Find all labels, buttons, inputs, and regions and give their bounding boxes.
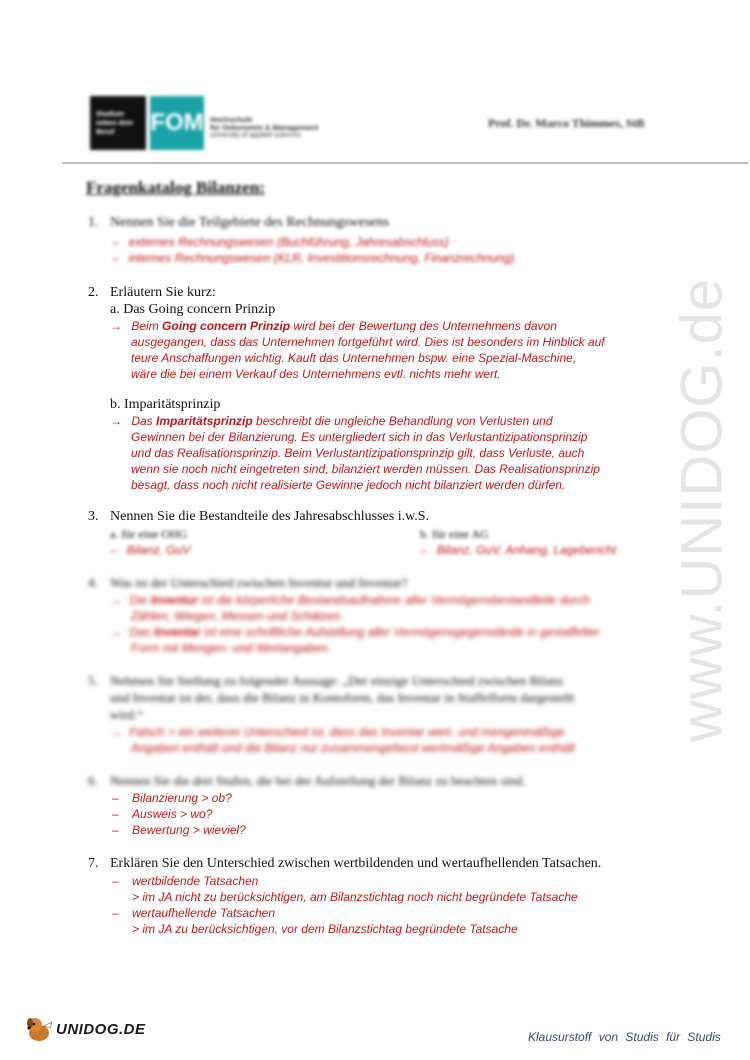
q4-answers xyxy=(110,592,599,656)
watermark xyxy=(662,277,742,743)
answer-text: wenn sie noch nicht eingetreten sind, bilanziert werden müssen. Das Realisationsprinzip xyxy=(131,462,600,476)
dog-mascot-icon xyxy=(24,1014,54,1044)
question-number: 4. xyxy=(88,575,98,590)
question-text: Nennen Sie die Teilgebiete des Rechnungswesens xyxy=(110,215,390,230)
dash-icon: – xyxy=(112,807,119,821)
answer-text: Bilanz, GuV, Anhang, Lagebericht xyxy=(436,543,617,557)
answer-item xyxy=(110,624,599,656)
answer-text: Die xyxy=(129,593,151,607)
arrow-icon: → xyxy=(110,319,122,333)
q6-answers xyxy=(112,790,246,838)
dash-icon: – xyxy=(110,543,117,557)
answer-term: Inventar xyxy=(154,625,201,639)
arrow-icon: → xyxy=(110,625,122,639)
question-number: 3. xyxy=(88,509,99,524)
question-number: 1. xyxy=(88,215,99,230)
answer-term: Imparitätsprinzip xyxy=(156,414,253,428)
answer-item xyxy=(112,905,578,921)
q3-sub-a-answer xyxy=(110,542,190,558)
question-number: 2. xyxy=(88,285,99,300)
answer-text: wertbildende Tatsachen xyxy=(132,874,259,888)
header-divider xyxy=(62,162,748,164)
question-4 xyxy=(88,574,408,591)
q2-sub-b-answer xyxy=(110,413,600,493)
answer-text: wertaufhellende Tatsachen xyxy=(132,906,276,920)
question-text: Nennen Sie die Bestandteile des Jahresabschlusses i.w.S. xyxy=(110,509,430,524)
dash-icon: – xyxy=(420,543,427,557)
dash-icon: – xyxy=(112,823,119,837)
answer-text: wäre die bei einem Verkauf des Unternehmens evtl. nichts mehr wert. xyxy=(131,367,501,381)
answer-text: und das Realisationsprinzip. Beim Verlustantizipationsprinzip gilt, dass Verluste, auch xyxy=(131,446,585,460)
q3-sub-b-label: b. für eine AG xyxy=(420,527,489,541)
answer-text: internes Rechnungswesen (KLR, Investitionsrechnung, Finanzrechnung) xyxy=(128,251,515,265)
q5-answer xyxy=(110,724,575,756)
logo-text-line: university of applied sciences xyxy=(210,132,302,139)
answer-text: wird bei der Bewertung des Unternehmens davon xyxy=(290,319,557,333)
q7-answers xyxy=(112,873,578,937)
question-number: 7. xyxy=(88,856,99,871)
page-title: Fragenkatalog Bilanzen: xyxy=(86,178,265,197)
fom-logo: FOM xyxy=(150,96,204,150)
professor-name: Prof. Dr. Marco Thimmes, StB xyxy=(488,116,645,130)
answer-text: ist die körperliche Bestandsaufnahme aller Vermögensbestandteile durch xyxy=(198,593,590,607)
watermark-text: www.UNIDOG.de xyxy=(669,277,735,743)
answer-text: Bewertung > wieviel? xyxy=(132,823,246,837)
q2-sub-a-answer xyxy=(110,318,605,382)
q3-sub-a-label: a. für eine OHG xyxy=(110,527,188,541)
arrow-icon: → xyxy=(110,725,122,739)
answer-text: Beim xyxy=(131,319,163,333)
question-number: 5. xyxy=(88,673,98,688)
answer-term: Going concern Prinzip xyxy=(162,319,291,333)
answer-detail: > im JA nicht zu berücksichtigen, am Bilanzstichtag noch nicht begründete Tatsache xyxy=(132,890,578,904)
answer-text: besagt, dass noch nicht realisierte Gewinne jedoch nicht bilanziert werden dürfen. xyxy=(131,478,566,492)
unidog-brand xyxy=(24,1014,146,1044)
question-text: Erklären Sie den Unterschied zwischen wertbildenden und wertaufhellenden Tatsachen. xyxy=(110,856,602,871)
answer-text: ausgegangen, dass das Unternehmen fortgeführt wird. Dies ist besonders im Hinblick auf xyxy=(131,335,605,349)
question-7 xyxy=(88,855,601,872)
dash-icon: – xyxy=(112,791,119,805)
dash-icon: – xyxy=(112,906,119,920)
answer-item xyxy=(112,873,578,889)
answer-term: Inventur xyxy=(150,593,199,607)
dash-icon: – xyxy=(112,251,119,265)
answer-text: Das xyxy=(129,625,155,639)
q2-sub-b-label: b. Imparitätsprinzip xyxy=(110,397,221,412)
answer-item xyxy=(112,790,246,806)
question-2 xyxy=(88,284,216,301)
answer-text: Ausweis > wo? xyxy=(132,807,213,821)
arrow-icon: → xyxy=(110,414,122,428)
answer-text: Bilanz, GuV xyxy=(126,543,191,557)
answer-text: Zählen, Wiegen, Messen und Schätzen. xyxy=(131,609,344,623)
answer-item xyxy=(112,234,514,250)
question-3 xyxy=(88,508,429,525)
answer-item xyxy=(112,806,246,822)
logo-dark-line: neben dem xyxy=(96,120,133,127)
answer-text: Falsch > ein weiterer Unterschied ist, dass das Inventar wert- und mengenmäßige xyxy=(129,725,565,739)
fom-logo-text xyxy=(210,116,318,140)
logo-text-line: für Oekonomie & Management xyxy=(210,123,319,132)
logo-dark-line: Studium xyxy=(96,111,124,118)
arrow-icon: → xyxy=(110,593,122,607)
answer-text: Form mit Mengen- und Wertangaben. xyxy=(131,641,331,655)
question-text: und Inventar ist der, dass die Bilanz in Kontoform, das Inventar in Staffelform dargestellt xyxy=(110,690,575,705)
answer-item xyxy=(112,250,514,266)
answer-text: externes Rechnungswesen (Buchführung, Jahresabschluss) xyxy=(128,235,449,249)
answer-text: Angaben enthält und die Bilanz nur zusammengefasst wertmäßige Angaben enthält xyxy=(131,741,575,755)
question-text: Erläutern Sie kurz: xyxy=(110,285,216,300)
answer-item xyxy=(110,592,599,624)
dash-icon: – xyxy=(112,235,119,249)
question-number: 6. xyxy=(88,773,98,788)
question-text: wird.“ xyxy=(110,707,143,722)
question-6 xyxy=(88,772,526,789)
answer-text: Das xyxy=(131,414,157,428)
question-1 xyxy=(88,214,389,231)
answer-text: Bilanzierung > ob? xyxy=(132,791,232,805)
question-5 xyxy=(88,672,574,723)
answer-detail: > im JA zu berücksichtigen, vor dem Bilanzstichtag begründete Tatsache xyxy=(132,922,518,936)
q3-sub-b-answer xyxy=(420,542,616,558)
q1-answers xyxy=(112,234,514,266)
answer-text: ist eine schriftliche Aufstellung aller Vermögensgegenstände in gestaffelter xyxy=(200,625,600,639)
logo-studium-neben-dem-beruf xyxy=(90,96,146,150)
question-text: Was ist der Unterschied zwischen Inventur und Inventar? xyxy=(110,575,408,590)
question-text: Nennen Sie die drei Stufen, die bei der Aufstellung der Bilanz zu beachten sind. xyxy=(110,773,526,788)
logo-dark-line: Beruf xyxy=(96,129,115,136)
question-text: Nehmen Sie Stellung zu folgender Aussage: „Der einzige Unterschied zwischen Bilanz xyxy=(110,673,564,688)
answer-item xyxy=(112,822,246,838)
q2-sub-a-label: a. Das Going concern Prinzip xyxy=(110,302,276,317)
dash-icon: – xyxy=(112,874,119,888)
logo-text-line: Hochschule xyxy=(210,115,253,124)
answer-text: beschreibt die ungleiche Behandlung von Verlusten und xyxy=(252,414,553,428)
answer-text: Gewinnen bei der Bilanzierung. Es untergliedert sich in das Verlustantizipationsprinzip xyxy=(131,430,588,444)
answer-text: teure Anschaffungen wichtig. Kauft das Unternehmen bspw. eine Spezial-Maschine, xyxy=(131,351,577,365)
brand-text: UNIDOG.DE xyxy=(56,1020,146,1038)
footer-slogan: Klausurstoff von Studis für Studis xyxy=(528,1030,721,1044)
